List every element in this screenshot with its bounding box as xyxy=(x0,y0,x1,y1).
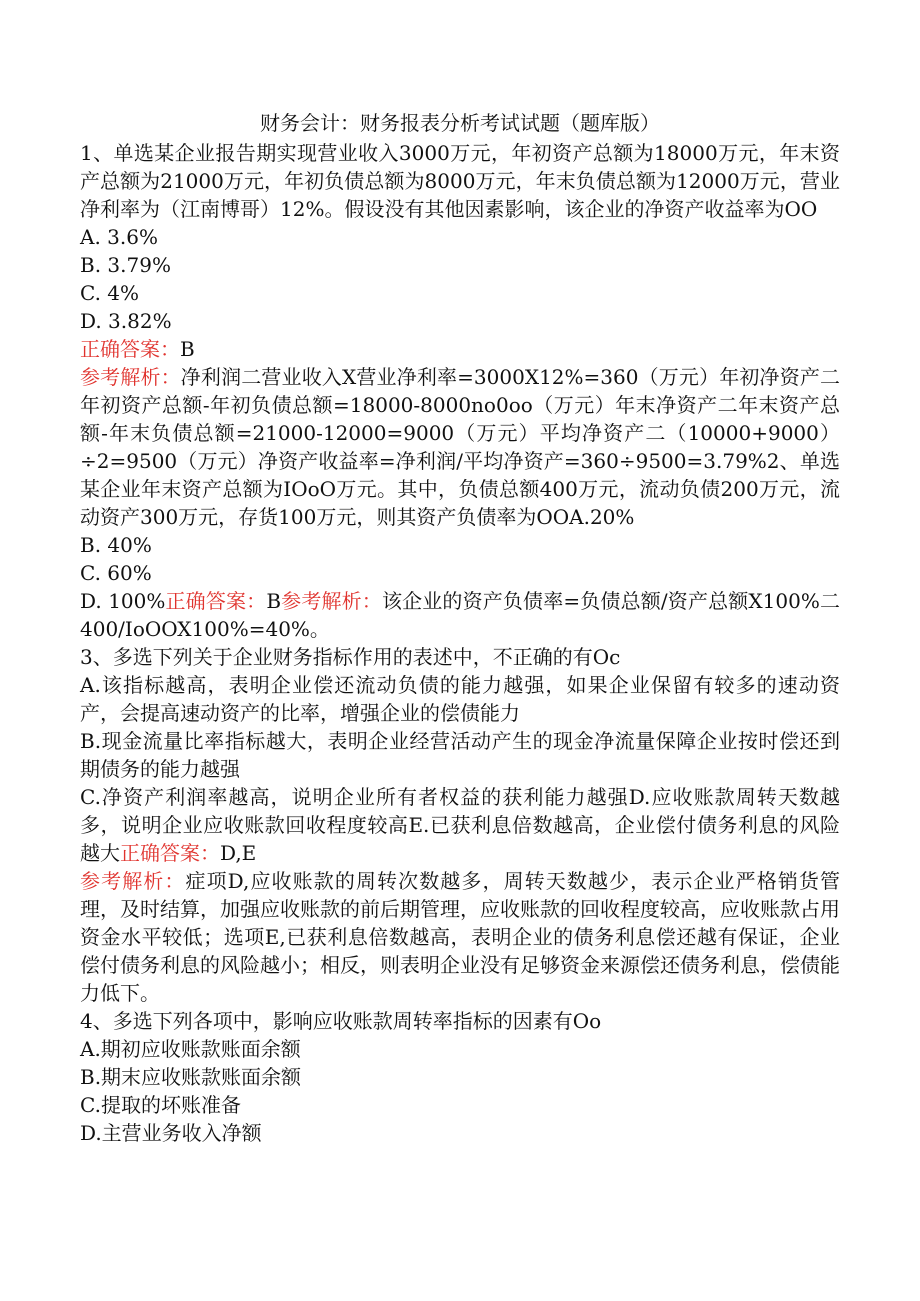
question-1-option-c: C. 4% xyxy=(80,281,140,305)
question-4-option-c: C.提取的坏账准备 xyxy=(80,1093,241,1117)
answer-label: 正确答案： xyxy=(165,589,267,613)
analysis-label: 参考解析： xyxy=(80,869,186,893)
analysis-text: 症项D,应收账款的周转次数越多，周转天数越少，表示企业严格销货管理，及时结算，加强应收账款的前后期管理，应收账款的回收程度较高，应收账款占用资金水平较低；选项E,已获利息倍数越高，表明企业的债务利息偿还越有保证，企业偿付债务利息的风险越小；相反，则表明企业没有足够资金来源偿还债务利息，偿债能力低下。 xyxy=(80,869,841,1005)
question-2-option-d-answer xyxy=(80,587,840,643)
question-3-option-a: A.该指标越高，表明企业偿还流动负债的能力越强，如果企业保留有较多的速动资产，会提高速动资产的比率，增强企业的偿债能力 xyxy=(80,673,840,725)
question-1-analysis xyxy=(80,363,840,531)
question-4-option-d: D.主营业务收入净额 xyxy=(80,1121,262,1145)
analysis-label: 参考解析： xyxy=(281,589,382,613)
question-1-option-d: D. 3.82% xyxy=(80,309,172,333)
answer-label: 正确答案： xyxy=(80,337,180,361)
question-1-answer xyxy=(80,335,840,363)
question-4-option-a: A.期初应收账款账面余额 xyxy=(80,1037,301,1061)
question-3-option-b: B.现金流量比率指标越大，表明企业经营活动产生的现金净流量保障企业按时偿还到期债务的能力越强 xyxy=(80,729,840,781)
question-3-analysis xyxy=(80,867,840,1007)
answer-value: D,E xyxy=(220,841,257,865)
document-title: 财务会计：财务报表分析考试试题（题库版） xyxy=(260,111,660,135)
document-body xyxy=(80,139,840,1147)
options-cde-text: C.净资产利润率越高，说明企业所有者权益的获利能力越强D.应收账款周转天数越多，说明企业应收账款回收程度较高E.已获利息倍数越高，企业偿付债务利息的风险越大 xyxy=(80,785,840,865)
question-3-stem: 3、多选下列关于企业财务指标作用的表述中，不正确的有Oc xyxy=(80,645,621,669)
question-2-option-d: D. 100% xyxy=(80,589,166,613)
question-1-stem: 1、单选某企业报告期实现营业收入3000万元，年初资产总额为18000万元，年末资产总额为21000万元，年初负债总额为8000万元，年末负债总额为12000万元，营业净利率为（江南博哥）12%。假设没有其他因素影响，该企业的净资产收益率为OO xyxy=(80,141,840,221)
question-2-option-b: B. 40% xyxy=(80,533,152,557)
question-3-options-cde xyxy=(80,783,840,867)
question-4-stem: 4、多选下列各项中，影响应收账款周转率指标的因素有Oo xyxy=(80,1009,602,1033)
answer-label: 正确答案： xyxy=(120,841,220,865)
question-4-option-b: B.期末应收账款账面余额 xyxy=(80,1065,302,1089)
question-2-option-c: C. 60% xyxy=(80,561,152,585)
answer-value: B xyxy=(266,589,282,613)
question-1-option-b: B. 3.79% xyxy=(80,253,171,277)
question-1-option-a: A. 3.6% xyxy=(80,225,158,249)
analysis-text: 净利润二营业收入X营业净利率=3000X12%=360（万元）年初净资产二年初资产总额-年初负债总额=18000-8000no0oo（万元）年末净资产二年末资产总额-年末负债总额=21000-12000=9000（万元）平均净资产二（10000+9000）÷2=9500（万元）净资产收益率=净利润/平均净资产=360÷9500=3.79%2、单选某企业年末资产总额为IOoO万元。其中，负债总额400万元，流动负债200万元，流动资产300万元，存货100万元，则其资产负债率为OOA.20% xyxy=(80,365,840,529)
answer-value: B xyxy=(180,337,195,361)
analysis-text: 该企业的资产负债率=负债总额/资产总额X100%二400/IoOOX100%=40%。 xyxy=(80,589,840,641)
analysis-label: 参考解析： xyxy=(80,365,181,389)
